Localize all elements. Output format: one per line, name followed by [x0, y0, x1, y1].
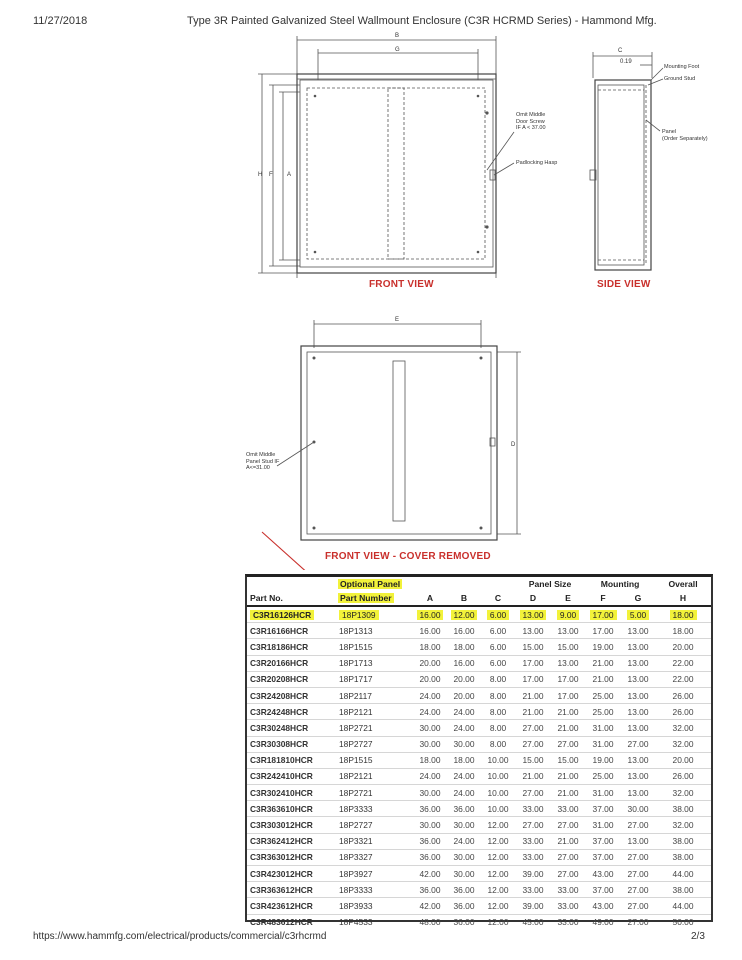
- dimension-cell: 36.00: [413, 833, 447, 849]
- dimension-cell: 25.00: [585, 768, 621, 784]
- panel-part-number-cell: 18P1515: [335, 752, 413, 768]
- dimension-cell: 13.00: [621, 720, 655, 736]
- dimension-cell: 8.00: [481, 704, 515, 720]
- dimension-cell: 33.00: [515, 801, 551, 817]
- dimension-cell: 13.00: [551, 655, 585, 671]
- dimension-cell: 21.00: [515, 768, 551, 784]
- table-row: [247, 736, 711, 752]
- dimension-cell: 36.00: [447, 898, 481, 914]
- part-no-cell: C3R16126HCR: [247, 606, 335, 623]
- col-a: A: [426, 593, 434, 603]
- panel-size-header: Panel Size: [528, 579, 572, 589]
- dimension-cell: 32.00: [655, 785, 711, 801]
- dimension-cell: 27.00: [621, 817, 655, 833]
- dimension-cell: 44.00: [655, 866, 711, 882]
- dimension-cell: 13.00: [621, 752, 655, 768]
- dimension-cell: 20.00: [655, 752, 711, 768]
- dimension-cell: 17.00: [551, 687, 585, 703]
- dimension-cell: 25.00: [585, 704, 621, 720]
- dimension-cell: 36.00: [413, 801, 447, 817]
- col-d: D: [529, 593, 537, 603]
- dimension-cell: 30.00: [447, 817, 481, 833]
- dimension-cell: 20.00: [447, 671, 481, 687]
- dimension-cell: 8.00: [481, 687, 515, 703]
- dimension-cell: 31.00: [585, 817, 621, 833]
- part-no-cell: C3R20166HCR: [247, 655, 335, 671]
- dimension-cell: 27.00: [621, 914, 655, 930]
- dimension-cell: 30.00: [413, 817, 447, 833]
- dimension-cell: 27.00: [621, 849, 655, 865]
- dimension-cell: 12.00: [447, 606, 481, 623]
- dimension-cell: 37.00: [585, 833, 621, 849]
- dimension-cell: 18.00: [413, 752, 447, 768]
- table-row: [247, 655, 711, 671]
- table-row: [247, 606, 711, 623]
- table-row: [247, 898, 711, 914]
- dimension-cell: 13.00: [621, 704, 655, 720]
- dimension-cell: 27.00: [621, 736, 655, 752]
- dimension-cell: 44.00: [655, 898, 711, 914]
- dimension-cell: 13.00: [551, 623, 585, 639]
- dimension-cell: 24.00: [447, 704, 481, 720]
- dimension-cell: 12.00: [481, 817, 515, 833]
- part-no-cell: C3R30248HCR: [247, 720, 335, 736]
- dimension-cell: 48.00: [413, 914, 447, 930]
- part-no-cell: C3R18186HCR: [247, 639, 335, 655]
- dimension-cell: 27.00: [621, 866, 655, 882]
- dim-b-label: B: [395, 33, 400, 39]
- dimension-cell: 8.00: [481, 671, 515, 687]
- dimension-cell: 13.00: [621, 623, 655, 639]
- dimension-cell: 8.00: [481, 736, 515, 752]
- dimension-cell: 39.00: [515, 898, 551, 914]
- col-h: H: [679, 593, 687, 603]
- dimension-cell: 27.00: [551, 866, 585, 882]
- note-padlocking-hasp: Padlocking Hasp: [516, 160, 558, 166]
- dimension-cell: 36.00: [413, 882, 447, 898]
- panel-part-number-cell: 18P3927: [335, 866, 413, 882]
- note-panel: Panel (Order Separately): [662, 129, 708, 142]
- part-no-cell: C3R303012HCR: [247, 817, 335, 833]
- dimension-cell: 21.00: [585, 671, 621, 687]
- page-number: 2/3: [691, 931, 705, 942]
- dimension-cell: 13.00: [621, 655, 655, 671]
- dimension-cell: 38.00: [655, 833, 711, 849]
- dimension-cell: 13.00: [621, 639, 655, 655]
- col-g: G: [634, 593, 642, 603]
- dimension-cell: 33.00: [551, 898, 585, 914]
- dimension-cell: 32.00: [655, 817, 711, 833]
- part-no-cell: C3R24248HCR: [247, 704, 335, 720]
- panel-part-number-cell: 18P2727: [335, 817, 413, 833]
- dimension-cell: 5.00: [621, 606, 655, 623]
- table-row: [247, 768, 711, 784]
- part-no-cell: C3R363012HCR: [247, 849, 335, 865]
- dimension-cell: 13.00: [621, 785, 655, 801]
- panel-part-number-cell: 18P2121: [335, 704, 413, 720]
- part-no-cell: C3R30308HCR: [247, 736, 335, 752]
- dimension-cell: 12.00: [481, 866, 515, 882]
- dim-c-label: C: [618, 48, 623, 54]
- dimension-cell: 10.00: [481, 801, 515, 817]
- side-view-label: SIDE VIEW: [597, 279, 651, 290]
- dimension-cell: 15.00: [551, 639, 585, 655]
- dimension-cell: 22.00: [655, 655, 711, 671]
- table-row: [247, 914, 711, 930]
- dimension-cell: 43.00: [585, 898, 621, 914]
- panel-part-number-cell: 18P3933: [335, 898, 413, 914]
- dimension-cell: 12.00: [481, 849, 515, 865]
- dimension-cell: 36.00: [447, 882, 481, 898]
- dimension-cell: 36.00: [447, 914, 481, 930]
- dimension-cell: 9.00: [551, 606, 585, 623]
- dimension-cell: 6.00: [481, 606, 515, 623]
- dimension-cell: 10.00: [481, 752, 515, 768]
- panel-part-number-cell: 18P1309: [335, 606, 413, 623]
- dimension-cell: 31.00: [585, 736, 621, 752]
- dimension-cell: 12.00: [481, 882, 515, 898]
- dimension-cell: 21.00: [551, 833, 585, 849]
- dim-019-label: 0.19: [620, 59, 632, 65]
- dimension-cell: 33.00: [551, 882, 585, 898]
- col-f: F: [600, 593, 606, 603]
- panel-part-number-cell: 18P1313: [335, 623, 413, 639]
- note-omit-panel-stud: Omit Middle Panel Stud IF A<=31.00: [246, 452, 280, 471]
- dim-g-label: G: [395, 47, 400, 53]
- dimension-cell: 30.00: [447, 849, 481, 865]
- dimension-cell: 32.00: [655, 720, 711, 736]
- dimension-cell: 33.00: [551, 801, 585, 817]
- mounting-header: Mounting: [600, 579, 640, 589]
- panel-part-number-cell: 18P3327: [335, 849, 413, 865]
- dim-e-label: E: [395, 317, 400, 323]
- dimension-cell: 33.00: [515, 849, 551, 865]
- table-row: [247, 623, 711, 639]
- page-url[interactable]: https://www.hammfg.com/electrical/products/commercial/c3rhcrmd: [33, 931, 327, 942]
- part-no-cell: C3R24208HCR: [247, 687, 335, 703]
- dimension-cell: 15.00: [515, 752, 551, 768]
- panel-part-number-cell: 18P2721: [335, 785, 413, 801]
- dimension-cell: 27.00: [551, 817, 585, 833]
- dimension-cell: 30.00: [413, 736, 447, 752]
- dimension-cell: 21.00: [551, 704, 585, 720]
- front-view-drawing: [258, 36, 514, 278]
- dimension-cell: 15.00: [515, 639, 551, 655]
- col-b: B: [460, 593, 468, 603]
- dimension-cell: 20.00: [413, 655, 447, 671]
- dimension-cell: 30.00: [447, 866, 481, 882]
- table-row: [247, 849, 711, 865]
- table-row: [247, 866, 711, 882]
- part-no-cell: C3R16166HCR: [247, 623, 335, 639]
- page-title: Type 3R Painted Galvanized Steel Wallmount Enclosure (C3R HCRMD Series) - Hammond Mfg.: [187, 15, 657, 27]
- dimension-cell: 26.00: [655, 687, 711, 703]
- dimension-cell: 30.00: [413, 720, 447, 736]
- dimension-cell: 30.00: [621, 801, 655, 817]
- part-no-cell: C3R20208HCR: [247, 671, 335, 687]
- group-header-row: [247, 577, 711, 591]
- dimension-cell: 30.00: [447, 736, 481, 752]
- side-view-drawing: [590, 52, 663, 270]
- dimension-cell: 21.00: [551, 785, 585, 801]
- dimension-cell: 21.00: [585, 655, 621, 671]
- dimension-cell: 6.00: [481, 623, 515, 639]
- dimension-cell: 36.00: [413, 849, 447, 865]
- cover-removed-drawing: [277, 320, 521, 540]
- dimension-cell: 13.00: [621, 687, 655, 703]
- dimension-cell: 27.00: [621, 898, 655, 914]
- dimension-cell: 21.00: [551, 768, 585, 784]
- note-ground-stud: Ground Stud: [664, 76, 696, 82]
- dimension-cell: 27.00: [551, 736, 585, 752]
- part-no-cell: C3R363610HCR: [247, 801, 335, 817]
- dimension-cell: 24.00: [447, 720, 481, 736]
- part-no-cell: C3R302410HCR: [247, 785, 335, 801]
- dimension-cell: 13.00: [515, 623, 551, 639]
- panel-part-number-cell: 18P3321: [335, 833, 413, 849]
- dim-d-label: D: [511, 442, 516, 448]
- panel-part-number-cell: 18P4533: [335, 914, 413, 930]
- dimension-cell: 15.00: [551, 752, 585, 768]
- dimension-cell: 50.00: [655, 914, 711, 930]
- dimension-cell: 6.00: [481, 655, 515, 671]
- dimension-cell: 38.00: [655, 882, 711, 898]
- dimension-cell: 21.00: [551, 720, 585, 736]
- panel-part-number-cell: 18P2727: [335, 736, 413, 752]
- dimension-cell: 31.00: [585, 720, 621, 736]
- dimension-cell: 12.00: [481, 833, 515, 849]
- panel-part-number-cell: 18P3333: [335, 801, 413, 817]
- dimension-cell: 39.00: [515, 866, 551, 882]
- dimension-cell: 32.00: [655, 736, 711, 752]
- dimension-cell: 21.00: [515, 687, 551, 703]
- part-no-cell: C3R181810HCR: [247, 752, 335, 768]
- dimension-cell: 22.00: [655, 671, 711, 687]
- print-date: 11/27/2018: [33, 15, 88, 27]
- dimension-cell: 18.00: [413, 639, 447, 655]
- dimension-cell: 38.00: [655, 849, 711, 865]
- dimension-cell: 10.00: [481, 768, 515, 784]
- dimension-cell: 18.00: [655, 606, 711, 623]
- dimension-cell: 21.00: [515, 704, 551, 720]
- table-row: [247, 882, 711, 898]
- dimension-cell: 38.00: [655, 801, 711, 817]
- dimension-cell: 24.00: [447, 768, 481, 784]
- dimension-cell: 16.00: [447, 655, 481, 671]
- col-e: E: [565, 593, 571, 603]
- dimension-cell: 12.00: [481, 898, 515, 914]
- dimension-cell: 37.00: [585, 882, 621, 898]
- table-row: [247, 704, 711, 720]
- table-row: [247, 671, 711, 687]
- dimension-cell: 30.00: [413, 785, 447, 801]
- table-row: [247, 817, 711, 833]
- dimension-cell: 42.00: [413, 866, 447, 882]
- dimension-cell: 6.00: [481, 639, 515, 655]
- optional-panel-header: Optional Panel: [340, 579, 401, 589]
- dimension-cell: 24.00: [413, 768, 447, 784]
- dimension-cell: 33.00: [551, 914, 585, 930]
- dimension-cell: 17.00: [551, 671, 585, 687]
- table-row: [247, 720, 711, 736]
- part-no-cell: C3R423012HCR: [247, 866, 335, 882]
- dimension-cell: 45.00: [515, 914, 551, 930]
- dimension-cell: 24.00: [447, 833, 481, 849]
- dimension-cell: 27.00: [515, 720, 551, 736]
- dimension-cell: 8.00: [481, 720, 515, 736]
- dimension-cell: 37.00: [585, 801, 621, 817]
- dimension-cell: 33.00: [515, 833, 551, 849]
- cover-removed-label: FRONT VIEW - COVER REMOVED: [325, 551, 491, 562]
- table-row: [247, 801, 711, 817]
- dimension-cell: 17.00: [585, 606, 621, 623]
- dimension-cell: 16.00: [413, 606, 447, 623]
- part-no-cell: C3R483612HCR: [247, 914, 335, 930]
- dimension-cell: 13.00: [515, 606, 551, 623]
- dimension-cell: 24.00: [413, 704, 447, 720]
- front-view-label: FRONT VIEW: [369, 279, 434, 290]
- col-c: C: [494, 593, 502, 603]
- dimension-cell: 18.00: [447, 752, 481, 768]
- dimension-cell: 24.00: [413, 687, 447, 703]
- dimension-cell: 26.00: [655, 768, 711, 784]
- panel-part-number-cell: 18P2721: [335, 720, 413, 736]
- dimension-cell: 17.00: [585, 623, 621, 639]
- panel-part-number-cell: 18P1713: [335, 655, 413, 671]
- dimension-cell: 27.00: [515, 736, 551, 752]
- dimension-cell: 19.00: [585, 639, 621, 655]
- part-no-cell: C3R242410HCR: [247, 768, 335, 784]
- dimension-cell: 10.00: [481, 785, 515, 801]
- dimension-cell: 36.00: [447, 801, 481, 817]
- dimension-cell: 13.00: [621, 768, 655, 784]
- dimension-cell: 31.00: [585, 785, 621, 801]
- dimension-cell: 27.00: [515, 785, 551, 801]
- dimension-cell: 26.00: [655, 704, 711, 720]
- col-part-no: Part No.: [250, 593, 283, 603]
- panel-part-number-cell: 18P1515: [335, 639, 413, 655]
- dimension-cell: 18.00: [447, 639, 481, 655]
- dimension-cell: 19.00: [585, 752, 621, 768]
- panel-part-number-cell: 18P2117: [335, 687, 413, 703]
- dimension-cell: 25.00: [585, 687, 621, 703]
- dim-a-label: A: [287, 172, 292, 178]
- panel-part-number-cell: 18P1717: [335, 671, 413, 687]
- dimensions-table: [245, 574, 713, 928]
- table-row: [247, 687, 711, 703]
- table-row: [247, 785, 711, 801]
- dim-h-label: H: [258, 172, 263, 178]
- table-row: [247, 752, 711, 768]
- dimension-cell: 13.00: [621, 671, 655, 687]
- part-no-cell: C3R423612HCR: [247, 898, 335, 914]
- dimension-cell: 13.00: [621, 833, 655, 849]
- dimension-cell: 42.00: [413, 898, 447, 914]
- panel-part-number-cell: 18P3333: [335, 882, 413, 898]
- panel-part-number-cell: 18P2121: [335, 768, 413, 784]
- dimension-cell: 33.00: [515, 882, 551, 898]
- dimension-cell: 43.00: [585, 866, 621, 882]
- part-no-cell: C3R363612HCR: [247, 882, 335, 898]
- dimension-cell: 24.00: [447, 785, 481, 801]
- dimension-cell: 12.00: [481, 914, 515, 930]
- dimension-cell: 49.00: [585, 914, 621, 930]
- dimension-cell: 27.00: [515, 817, 551, 833]
- dimension-cell: 37.00: [585, 849, 621, 865]
- dimension-cell: 20.00: [413, 671, 447, 687]
- col-part-number: Part Number: [340, 593, 392, 603]
- dim-f-label: F: [269, 172, 273, 178]
- dimension-cell: 17.00: [515, 655, 551, 671]
- part-no-cell: C3R362412HCR: [247, 833, 335, 849]
- note-mounting-foot: Mounting Foot: [664, 64, 700, 70]
- overall-header: Overall: [668, 579, 698, 589]
- dimension-cell: 17.00: [515, 671, 551, 687]
- dimension-cell: 16.00: [413, 623, 447, 639]
- dimension-cell: 27.00: [621, 882, 655, 898]
- dimension-cell: 20.00: [447, 687, 481, 703]
- table-row: [247, 639, 711, 655]
- column-header-row: [247, 591, 711, 606]
- dimension-cell: 27.00: [551, 849, 585, 865]
- dimension-cell: 16.00: [447, 623, 481, 639]
- dimension-cell: 18.00: [655, 623, 711, 639]
- note-omit-door-screw: Omit Middle Door Screw IF A < 37.00: [516, 112, 546, 131]
- dimension-cell: 20.00: [655, 639, 711, 655]
- table-row: [247, 833, 711, 849]
